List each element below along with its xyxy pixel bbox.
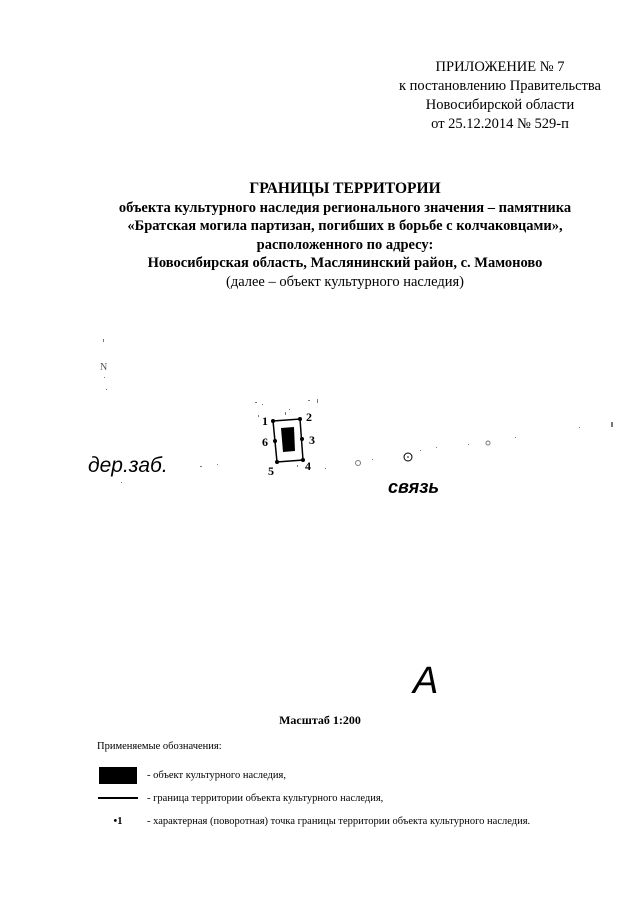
letter-a-label: А xyxy=(413,660,439,702)
point-1-label: 1 xyxy=(262,414,268,428)
point-4-label: 4 xyxy=(305,459,311,473)
legend-title: Применяемые обозначения: xyxy=(97,741,222,752)
point-5-label: 5 xyxy=(268,464,274,478)
scale-label: Масштаб 1:200 xyxy=(279,713,361,727)
heritage-object xyxy=(281,427,295,452)
appendix-header xyxy=(380,58,620,134)
map-drawing xyxy=(0,320,640,700)
point-icon: •1 xyxy=(113,815,123,827)
legend-item-object xyxy=(97,766,286,784)
point-2-label: 2 xyxy=(306,410,312,424)
document-title xyxy=(60,180,630,291)
north-mark: N xyxy=(100,362,108,373)
point-3-label: 3 xyxy=(309,433,315,447)
boundary-line-icon xyxy=(97,797,139,799)
legend-item-boundary xyxy=(97,789,383,807)
fence-label: дер.заб. xyxy=(88,454,168,477)
appendix-line-3: Новосибирской области xyxy=(425,97,575,113)
title-line-1: объекта культурного наследия регионального значения – памятника xyxy=(118,199,572,216)
site-plan-map xyxy=(0,320,640,700)
title-address: Новосибирская область, Маслянинский район, с. Мамоново xyxy=(147,255,543,271)
title-note: (далее – объект культурного наследия) xyxy=(225,273,464,290)
title-heading: ГРАНИЦЫ ТЕРРИТОРИИ xyxy=(249,180,441,197)
appendix-line-2: к постановлению Правительства xyxy=(399,78,601,94)
legend-text: - объект культурного наследия, xyxy=(147,769,286,781)
title-line-3: расположенного по адресу: xyxy=(256,236,434,253)
legend-text: - характерная (поворотная) точка границы территории объекта культурного наследия. xyxy=(147,815,531,827)
communication-label: связь xyxy=(388,477,440,497)
legend-text: - граница территории объекта культурного наследия, xyxy=(147,792,384,804)
legend-item-point xyxy=(97,812,530,830)
black-rectangle-icon xyxy=(97,767,139,784)
appendix-number: ПРИЛОЖЕНИЕ № 7 xyxy=(435,59,565,75)
point-6-label: 6 xyxy=(262,435,268,449)
title-line-2: «Братская могила партизан, погибших в борьбе с колчаковцами», xyxy=(127,218,563,234)
appendix-date: от 25.12.2014 № 529-п xyxy=(431,116,569,132)
